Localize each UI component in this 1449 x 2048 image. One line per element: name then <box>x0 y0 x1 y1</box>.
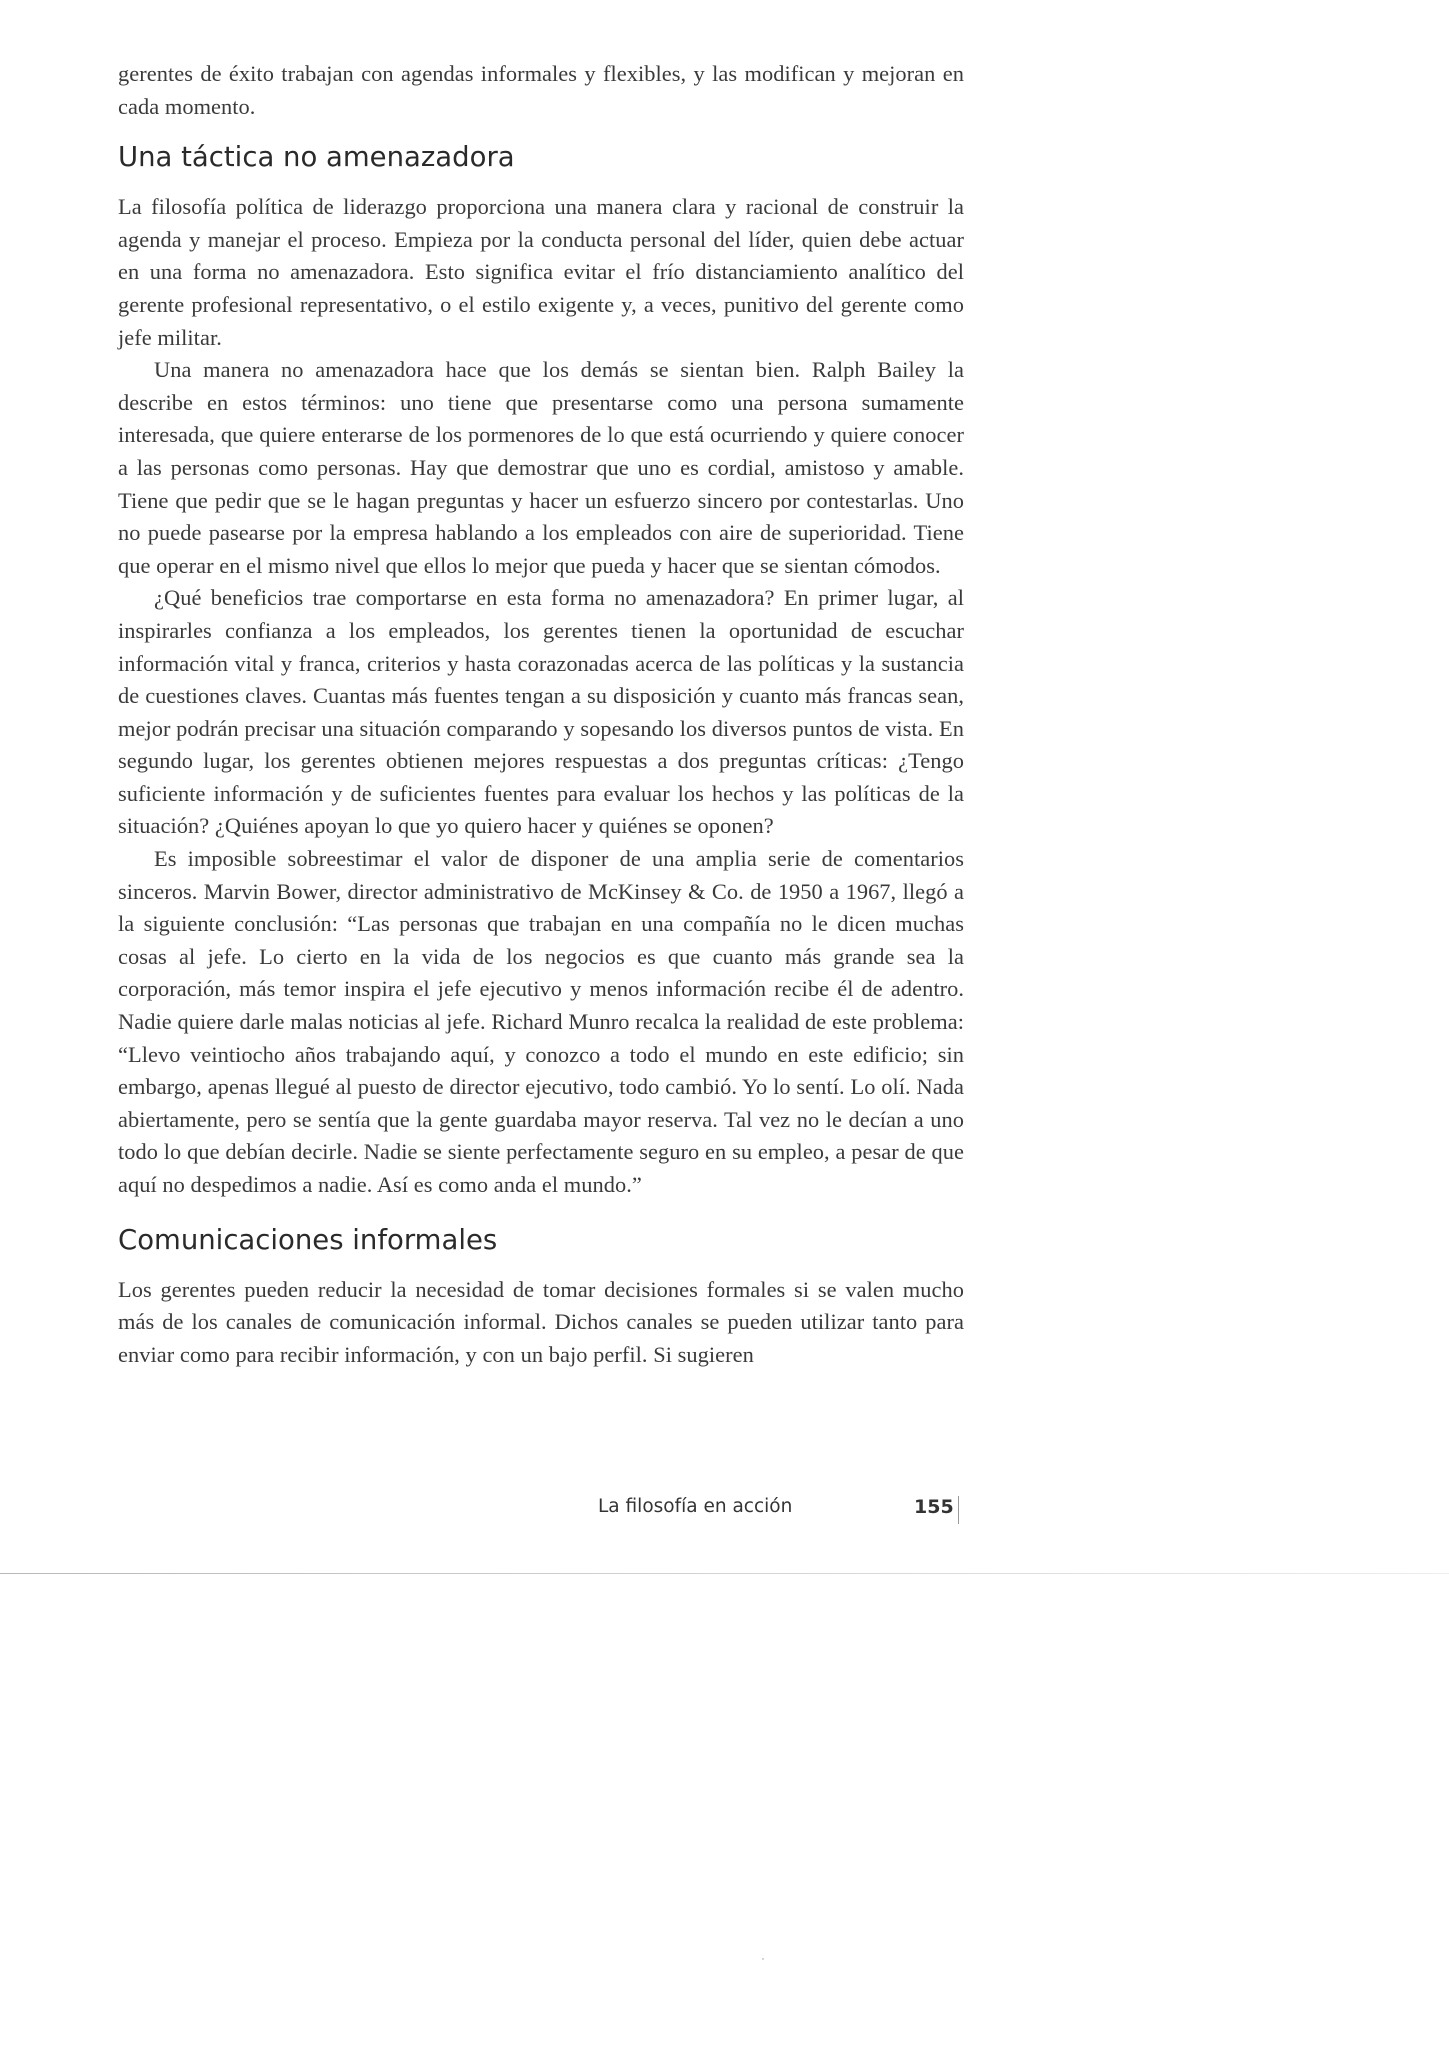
running-title: La filosofía en acción <box>598 1496 793 1517</box>
paragraph: ¿Qué beneficios trae comportarse en esta forma no amenazadora? En primer lugar, al inspirarles confianza a los empleados, los gerentes tienen la oportunidad de escuchar información vital y franca, criterios y hasta corazonadas acerca de las políticas y la sustancia de cuestiones claves. Cuantas más fuentes tengan a su disposición y cuanto más francas sean, mejor podrán precisar una situación comparando y sopesando los diversos puntos de vista. En segundo lugar, los gerentes obtienen mejores respuestas a dos preguntas críticas: ¿Tengo suficiente información y de suficientes fuentes para evaluar los hechos y las políticas de la situación? ¿Quiénes apoyan lo que yo quiero hacer y quiénes se oponen? <box>118 585 964 839</box>
paragraph: Una manera no amenazadora hace que los demás se sientan bien. Ralph Bailey la describe en estos términos: uno tiene que presentarse como una persona sumamente interesada, que quiere enterarse de los pormenores de lo que está ocurriendo y quiere conocer a las personas como personas. Hay que demostrar que uno es cordial, amistoso y amable. Tiene que pedir que se le hagan preguntas y hacer un esfuerzo sincero por contestarlas. Uno no puede pasearse por la empresa hablando a los empleados con aire de superioridad. Tiene que operar en el mismo nivel que ellos lo mejor que pueda y hacer que se sientan cómodos. <box>118 357 964 578</box>
section-heading-comunicaciones: Comunicaciones informales <box>118 1223 498 1256</box>
page-footer <box>118 1496 964 1526</box>
intro-paragraph: gerentes de éxito trabajan con agendas informales y flexibles, y las modifican y mejoran en cada momento. <box>118 61 964 119</box>
scan-speck <box>762 1958 764 1960</box>
page-body <box>118 58 964 1371</box>
paragraph: Es imposible sobreestimar el valor de disponer de una amplia serie de comentarios sinceros. Marvin Bower, director administrativo de McKinsey & Co. de 1950 a 1967, llegó a la siguiente conclusión: “Las personas que trabajan en una compañía no le dicen muchas cosas al jefe. Lo cierto en la vida de los negocios es que cuanto más grande sea la corporación, más temor inspira el jefe ejecutivo y menos información recibe él de adentro. Nadie quiere darle malas noticias al jefe. Richard Munro recalca la realidad de este problema: “Llevo veintiocho años trabajando aquí, y conozco a todo el mundo en este edificio; sin embargo, apenas llegué al puesto de director ejecutivo, todo cambió. Yo lo sentí. Lo olí. Nada abiertamente, pero se sentía que la gente guardaba mayor reserva. Tal vez no le decían a uno todo lo que debían decirle. Nadie se siente perfectamente seguro en su empleo, a pesar de que aquí no despedimos a nadie. Así es como anda el mundo.” <box>118 846 964 1197</box>
page-trim-line <box>0 1573 1449 1574</box>
page-number: 155 <box>914 1496 954 1518</box>
paragraph: Los gerentes pueden reducir la necesidad de tomar decisiones formales si se valen mucho más de los canales de comunicación informal. Dichos canales se pueden utilizar tanto para enviar como para recibir información, y con un bajo perfil. Si sugieren <box>118 1276 964 1367</box>
paragraph: La filosofía política de liderazgo proporciona una manera clara y racional de construir la agenda y manejar el proceso. Empieza por la conducta personal del líder, quien debe actuar en una forma no amenazadora. Esto significa evitar el frío distanciamiento analítico del gerente profesional representativo, o el estilo exigente y, a veces, punitivo del gerente como jefe militar. <box>118 194 964 350</box>
footer-divider <box>958 1496 959 1524</box>
section-heading-tactica: Una táctica no amenazadora <box>118 141 515 174</box>
